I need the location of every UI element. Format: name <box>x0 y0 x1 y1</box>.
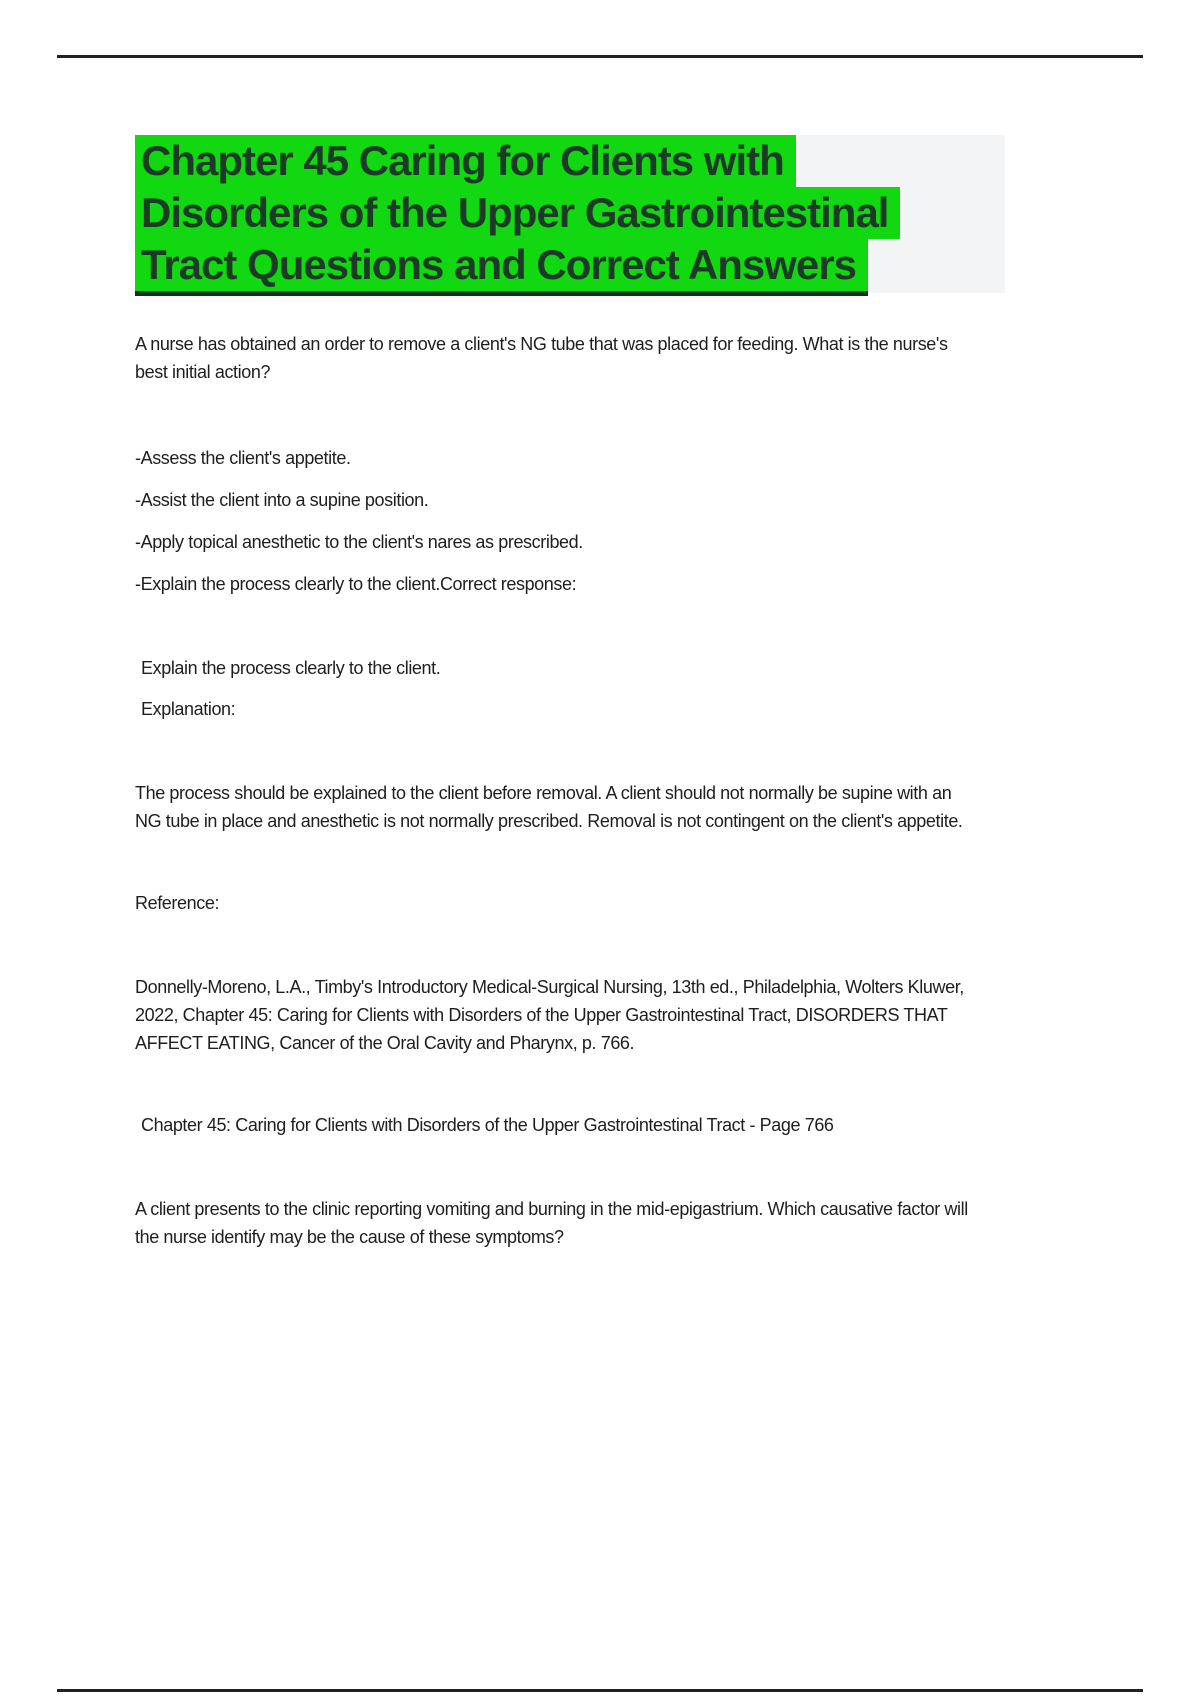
correct-response-text: Explain the process clearly to the client. <box>141 658 441 678</box>
answer-option-4: -Explain the process clearly to the client.Correct response: <box>135 574 577 594</box>
title-line-2 <box>135 187 1005 239</box>
title-highlight: Tract Questions and Correct Answers <box>135 239 868 296</box>
page-content <box>135 0 980 1251</box>
answer-option-1: -Assess the client's appetite. <box>135 448 351 468</box>
answer-option-3: -Apply topical anesthetic to the client's nares as prescribed. <box>135 532 583 552</box>
reference-label: Reference: <box>135 893 220 913</box>
answer-options <box>135 444 980 598</box>
title-highlight: Chapter 45 Caring for Clients with <box>135 135 796 187</box>
title-line-1 <box>135 135 1005 187</box>
title-highlight: Disorders of the Upper Gastrointestinal <box>135 187 900 239</box>
page-border-bottom <box>57 1689 1143 1692</box>
question-1-text: A nurse has obtained an order to remove a client's NG tube that was placed for feeding. What is the nurse's best initial action? <box>135 334 948 382</box>
answer-option-2: -Assist the client into a supine position. <box>135 490 429 510</box>
title-line-3 <box>135 239 1005 291</box>
document-title <box>135 135 1005 291</box>
reference-text: Donnelly-Moreno, L.A., Timby's Introductory Medical-Surgical Nursing, 13th ed., Philadelphia, Wolters Kluwer, 2022, Chapter 45: Caring for Clients with Disorders of the Upper Gastrointestinal Tract, DISORDERS THAT AFFECT EATING, Cancer of the Oral Cavity and Pharynx, p. 766. <box>135 977 964 1053</box>
question-2-text: A client presents to the clinic reporting vomiting and burning in the mid-epigastrium. Which causative factor will the nurse identify may be the cause of these symptoms? <box>135 1199 968 1247</box>
explanation-label: Explanation: <box>141 699 236 719</box>
explanation-text: The process should be explained to the client before removal. A client should not normally be supine with an NG tube in place and anesthetic is not normally prescribed. Removal is not contingent on the client's appetite. <box>135 783 963 831</box>
title-section <box>135 135 1005 291</box>
source-page-line: Chapter 45: Caring for Clients with Disorders of the Upper Gastrointestinal Tract - Page 766 <box>141 1115 834 1135</box>
